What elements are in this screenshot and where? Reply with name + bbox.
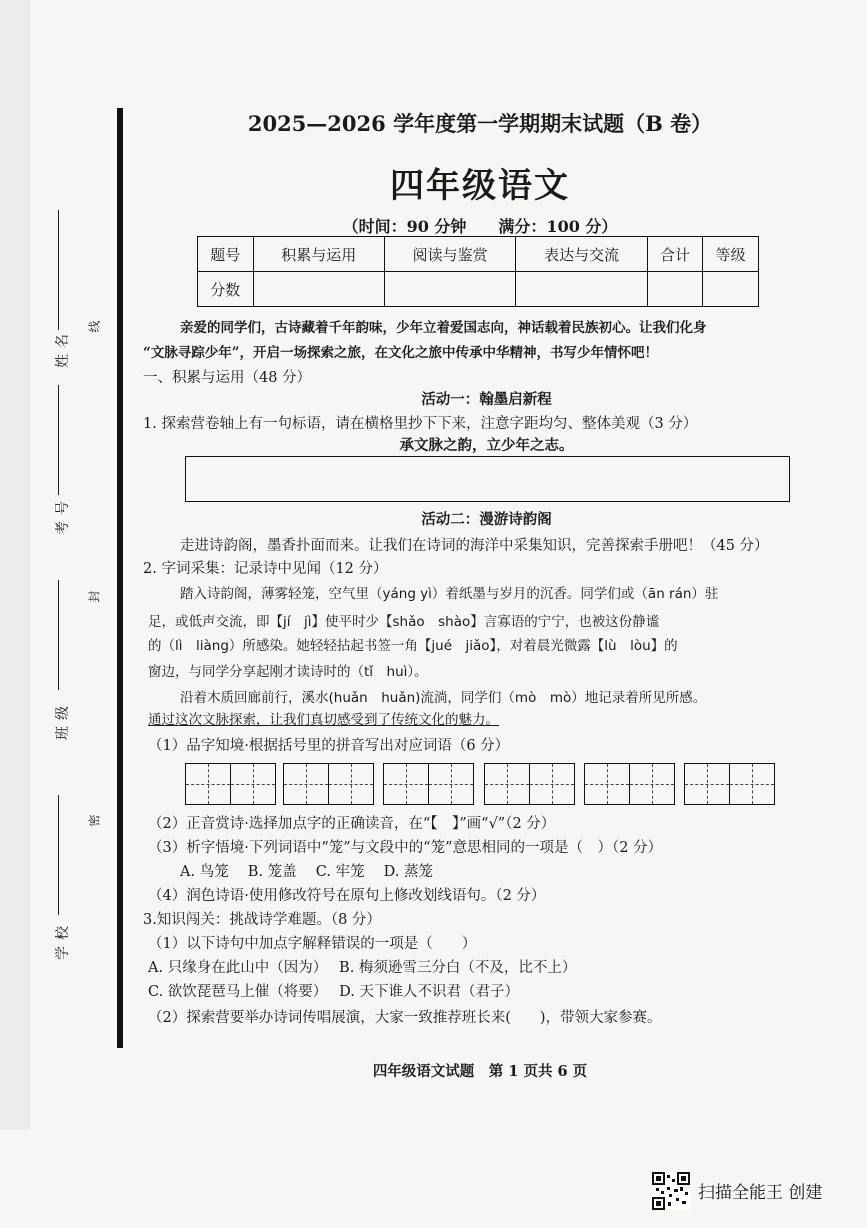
sub-question-4: （4）润色诗语·使用修改符号在原句上修改划线语句。（2 分） (148, 888, 546, 904)
score-cell: 等级 (703, 237, 759, 272)
question-3-options-ab: A. 只缘身在此山中（因为） B. 梅须逊雪三分白（不及，比不上） (148, 960, 577, 976)
passage-line: 踏入诗韵阁，薄雾轻笼，空气里（yáng yì）着纸墨与岁月的沉香。同学们或（ān rán）驻 (180, 586, 719, 602)
activity2-intro: 走进诗韵阁，墨香扑面而来。让我们在诗词的海洋中采集知识，完善探索手册吧！（45 分） (180, 538, 769, 554)
section1-heading: 一、积累与运用（48 分） (143, 370, 312, 386)
mark-mi: 密 (87, 814, 102, 827)
grid-cell[interactable] (383, 763, 429, 805)
answer-grid[interactable] (584, 763, 673, 805)
passage-underlined-line: 通过这次文脉探索，让我们真切感受到了传统文化的魅力。 (148, 712, 499, 728)
score-entry[interactable] (384, 272, 515, 307)
mark-xian: 线 (87, 320, 102, 333)
page-footer: 四年级语文试题 第 1 页共 6 页 (372, 1063, 588, 1080)
score-cell: 合计 (647, 237, 703, 272)
grid-cell[interactable] (529, 763, 575, 805)
id-label: 考号 (55, 495, 71, 535)
answer-grid[interactable] (283, 763, 372, 805)
activity2-heading: 活动二：漫游诗韵阁 (421, 511, 552, 528)
grid-cell[interactable] (484, 763, 530, 805)
class-label: 班级 (55, 700, 71, 740)
class-line (58, 580, 59, 690)
question-1: 1. 探索营卷轴上有一句标语，请在横格里抄下下来，注意字距均匀、整体美观（3 分） (143, 416, 698, 432)
scan-edge (0, 0, 30, 1130)
score-table-score-row (198, 272, 759, 307)
activity1-heading: 活动一：翰墨启新程 (421, 391, 552, 408)
intro-line-2: “文脉寻踪少年”，开启一场探索之旅，在文化之旅中传承中华精神，书写少年情怀吧！ (143, 345, 659, 361)
exam-title: 2025—2026 学年度第一学期期末试题（B 卷） (247, 111, 713, 136)
sub-question-3-options: A. 鸟笼 B. 笼盖 C. 牢笼 D. 蒸笼 (180, 864, 434, 880)
score-cell: 阅读与鉴赏 (384, 237, 515, 272)
grid-cell[interactable] (328, 763, 374, 805)
qr-code-icon (652, 1172, 690, 1210)
sub-question-2: （2）正音赏诗·选择加点字的正确读音，在“【 】”画“√”（2 分） (148, 816, 556, 832)
question-3-part-1: （1）以下诗句中加点字解释错误的一项是（ ） (148, 936, 477, 952)
passage-line: 窗边，与同学分享起刚才读诗时的（tǐ huì）。 (148, 664, 428, 680)
scanner-watermark: 扫描全能王 创建 (698, 1183, 823, 1203)
score-cell: 积累与运用 (253, 237, 384, 272)
passage-line: 的（lì liàng）所感染。她轻轻拈起书签一角【jué jiǎo】，对着晨光微露【lù lòu】的 (148, 638, 678, 654)
id-line (58, 385, 59, 495)
slogan: 承文脉之韵，立少年之志。 (399, 437, 574, 454)
score-entry[interactable] (703, 272, 759, 307)
score-cell: 表达与交流 (516, 237, 647, 272)
score-cell: 题号 (198, 237, 254, 272)
subject-title: 四年级语文 (390, 166, 570, 206)
binding-rule (117, 108, 123, 1048)
score-entry[interactable] (253, 272, 384, 307)
passage-line: 沿着木质回廊前行，溪水(huǎn huǎn)流淌，同学们（mò mò）地记录着所见所感。 (180, 690, 707, 706)
score-table (197, 236, 759, 307)
grid-cell[interactable] (230, 763, 276, 805)
grid-cell[interactable] (629, 763, 675, 805)
question-2: 2. 字词采集：记录诗中见闻（12 分） (143, 561, 388, 577)
grid-cell[interactable] (584, 763, 630, 805)
grid-cell[interactable] (428, 763, 474, 805)
sub-question-1: （1）品字知境·根据括号里的拼音写出对应词语（6 分） (148, 738, 510, 754)
mark-feng: 封 (87, 590, 102, 603)
score-entry[interactable] (516, 272, 647, 307)
name-label: 姓名 (55, 328, 71, 368)
name-line (58, 210, 59, 330)
score-row-label: 分数 (198, 272, 254, 307)
passage-line: 足，或低声交流，即【jí jì】使平时少【shǎo shào】言寡语的宁宁，也被这份静谧 (148, 614, 660, 630)
answer-grid[interactable] (684, 763, 773, 805)
school-line (58, 795, 59, 915)
school-label: 学校 (55, 920, 71, 960)
answer-grid[interactable] (484, 763, 573, 805)
answer-grid[interactable] (185, 763, 274, 805)
score-entry[interactable] (647, 272, 703, 307)
question-3-part-2: （2）探索营要举办诗词传唱展演，大家一致推荐班长来( )，带领大家参赛。 (148, 1010, 662, 1026)
grid-cell[interactable] (283, 763, 329, 805)
question-3: 3.知识闯关：挑战诗学难题。（8 分） (143, 912, 381, 928)
time-line: （时间：90 分钟 满分：100 分） (342, 217, 618, 236)
answer-grid[interactable] (383, 763, 472, 805)
question-3-options-cd: C. 欲饮琵琶马上催（将要） D. 天下谁人不识君（君子） (148, 984, 519, 1000)
grid-cell[interactable] (684, 763, 730, 805)
sub-question-3: （3）析字悟境·下列词语中“笼”与文段中的“笼”意思相同的一项是（ ）（2 分） (148, 840, 663, 856)
intro-line-1: 亲爱的同学们，古诗藏着千年韵味，少年立着爱国志向，神话载着民族初心。让我们化身 (180, 320, 707, 336)
handwriting-box[interactable] (185, 456, 790, 502)
grid-cell[interactable] (185, 763, 231, 805)
score-table-header-row (198, 237, 759, 272)
grid-cell[interactable] (729, 763, 775, 805)
